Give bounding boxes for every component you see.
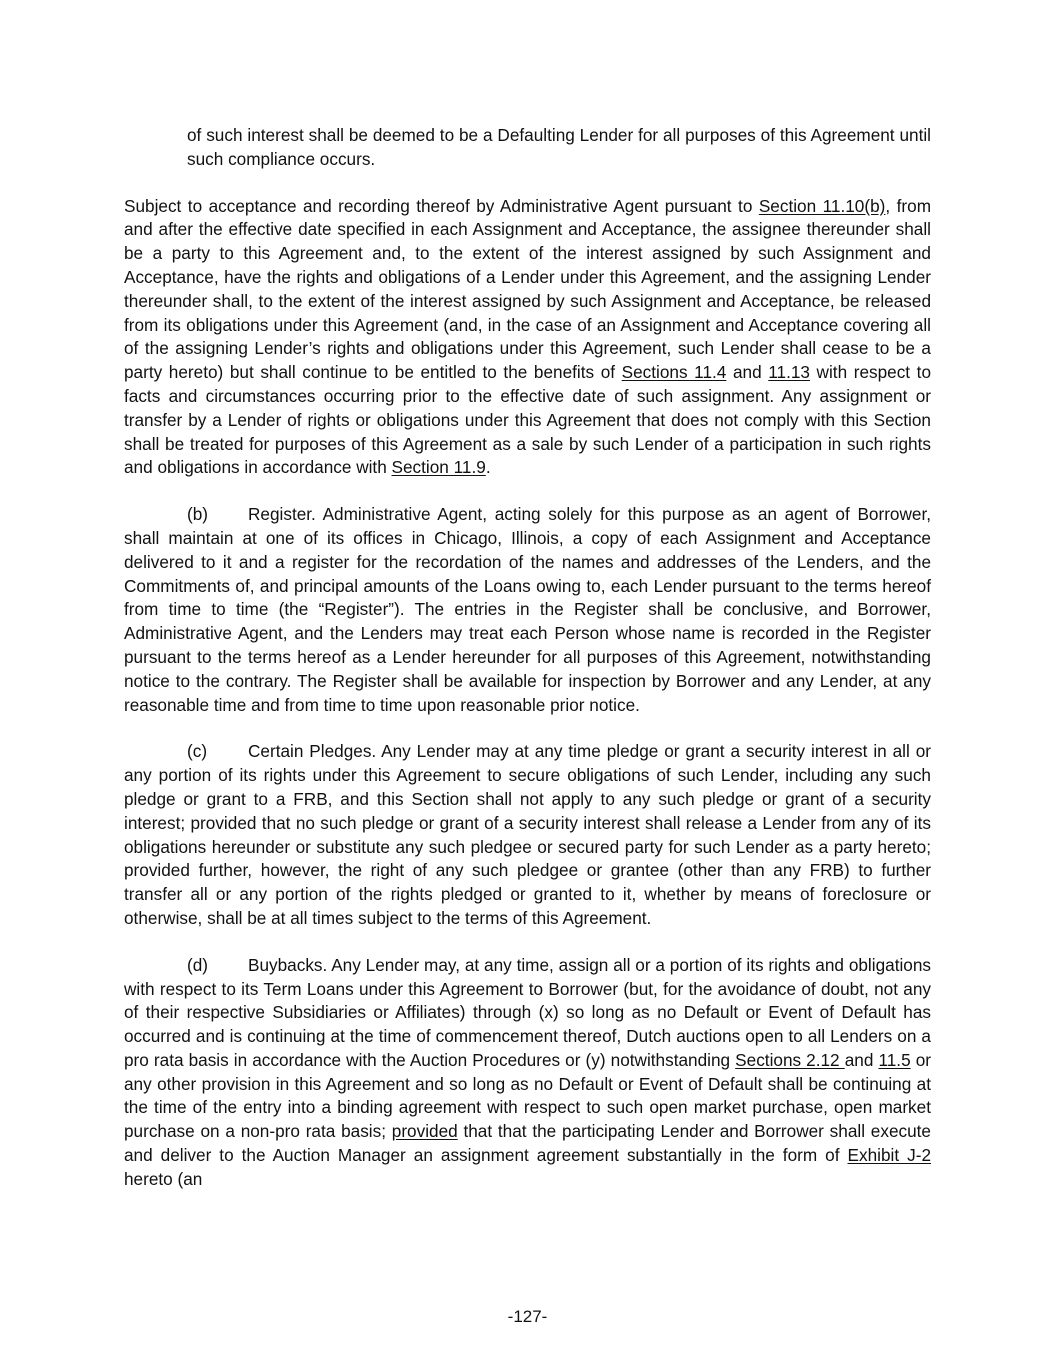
clause-heading: Register. (248, 504, 316, 525)
section-reference-link: Section 11.9 (391, 457, 486, 478)
paragraph-text: and (726, 362, 769, 383)
paragraph-certain-pledges (124, 740, 931, 930)
paragraph-text: Subject to acceptance and recording thereof by Administrative Agent pursuant to (124, 195, 759, 216)
document-page (124, 124, 931, 1215)
page-number: -127- (507, 1307, 548, 1326)
paragraph-continued: of such interest shall be deemed to be a Defaulting Lender for all purposes of this Agreement until such compliance occurs. (187, 125, 931, 169)
paragraph-buybacks (124, 954, 931, 1192)
paragraph-text: that that the participating Lender and Borrower shall execute and deliver to the Auction Manager an assignment agreement substantially in the form of (124, 1121, 931, 1166)
paragraph-text: hereto (an (124, 1168, 203, 1189)
section-reference-link: Section 11.10(b) (758, 195, 886, 216)
section-reference-link: 11.5 (878, 1049, 911, 1070)
paragraph-text: Any Lender may, at any time, assign all or a portion of its rights and obligations with respect to its Term Loans under this Agreement to Borrower (but, for the avoidance of doubt, not any of their respective Subsidiaries or Affiliates) through (x) so long as no Default or Event of Default has occurred and is continuing at the time of commencement thereof, Dutch auctions open to all Lenders on a pro rata basis in accordance with the Auction Procedures or (y) notwithstanding (124, 954, 931, 1070)
exhibit-reference-link: Exhibit J-2 (847, 1145, 931, 1166)
paragraph-text: and (844, 1049, 879, 1070)
section-reference-link: 11.13 (768, 362, 810, 383)
paragraph-text: Any Lender may at any time pledge or grant a security interest in all or any portion of its rights under this Agreement to secure obligations of such Lender, including any such pledge or grant to a FRB, and this Section shall not apply to any such pledge or grant of a security interest; provided that no such pledge or grant of a security interest shall release a Lender from any of its obligations hereunder or substitute any such pledgee or secured party for such Lender as a party hereto; provided further, however, the right of any such pledgee or grantee (other than any FRB) to further transfer all or any portion of the rights pledged or granted to it, whether by means of foreclosure or otherwise, shall be at all times subject to the terms of this Agreement. (124, 741, 931, 928)
paragraph-text: . (485, 457, 491, 478)
clause-heading: Certain Pledges. (248, 741, 377, 762)
paragraph-text: or any other provision in this Agreement and so long as no Default or Event of Default shall be continuing at the time of the entry into a binding agreement with respect to such open market purchase, open market purchase on a non-pro rata basis; (124, 1049, 931, 1142)
section-reference-link: Sections 11.4 (621, 362, 727, 383)
provided-term: provided (391, 1121, 458, 1142)
clause-label: (c) (187, 741, 208, 762)
paragraph-text: , from and after the effective date specified in each Assignment and Acceptance, the assignee thereunder shall be a party to this Agreement and, to the extent of the interest assigned by such Assignment and Acceptance, have the rights and obligations of a Lender under this Agreement, and the assigning Lender thereunder shall, to the extent of the interest assigned by such Assignment and Acceptance, be released from its obligations under this Agreement (and, in the case of an Assignment and Acceptance covering all of the assigning Lender’s rights and obligations under this Agreement, such Lender shall cease to be a party hereto) but shall continue to be entitled to the benefits of (124, 195, 932, 383)
paragraph-text: with respect to facts and circumstances occurring prior to the effective date of such assignment. Any assignment or transfer by a Lender of rights or obligations under this Agreement that does not comply with this Section shall be treated for purposes of this Agreement as a sale by such Lender of a participation in such rights and obligations in accordance with (124, 362, 932, 478)
section-reference-link: Sections 2.12 (735, 1049, 845, 1070)
clause-heading: Buybacks. (248, 954, 328, 975)
paragraph-assignment-effect (124, 195, 931, 481)
paragraph-text: Administrative Agent, acting solely for this purpose as an agent of Borrower, shall maintain at one of its offices in Chicago, Illinois, a copy of each Assignment and Acceptance delivered to it and a register for the recordation of the names and addresses of the Lenders, and the Commitments of, and principal amounts of the Loans owing to, each Lender pursuant to the terms hereof from time to time (the “Register”). The entries in the Register shall be conclusive, and Borrower, Administrative Agent, and the Lenders may treat each Person whose name is recorded in the Register pursuant to the terms hereof as a Lender hereunder for all purposes of this Agreement, notwithstanding notice to the contrary. The Register shall be available for inspection by Borrower and any Lender, at any reasonable time and from time to time upon reasonable prior notice. (124, 504, 931, 715)
clause-label: (d) (187, 954, 209, 975)
paragraph-register (124, 503, 931, 717)
clause-label: (b) (187, 504, 209, 525)
